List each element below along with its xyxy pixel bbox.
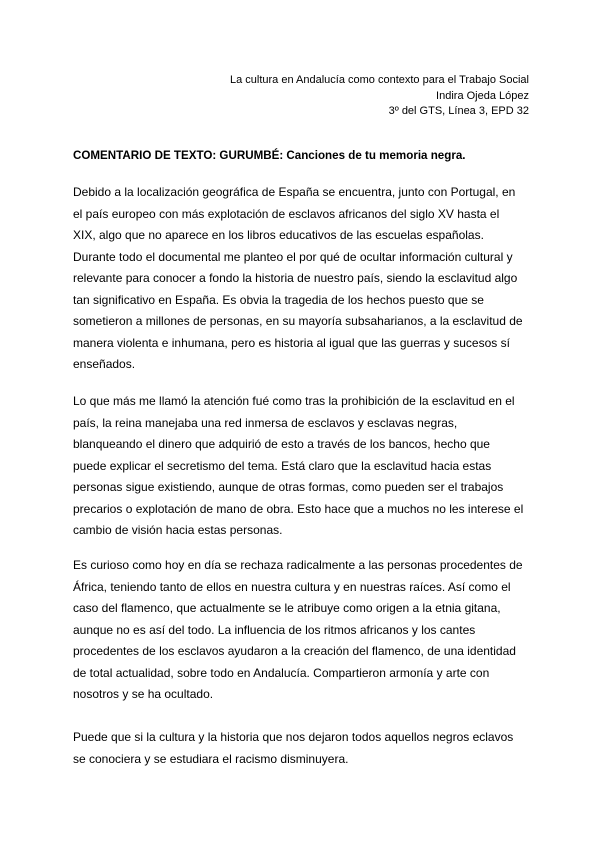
- text-line: Debido a la localización geográfica de España se encuentra, junto con Portugal, en: [73, 185, 516, 199]
- text-line: procedentes de los esclavos ayudaron a la creación del flamenco, de una identidad: [73, 644, 516, 658]
- course-group: 3º del GTS, Línea 3, EPD 32: [388, 105, 529, 117]
- text-line: personas sigue existiendo, aunque de otras formas, como pueden ser el trabajos: [73, 480, 504, 494]
- text-line: manera violenta e inhumana, pero es historia al igual que las guerras y sucesos sí: [73, 335, 510, 350]
- text-line: Durante todo el documental me planteo el por qué de ocultar información cultural y: [73, 249, 513, 264]
- course-title: La cultura en Andalucía como contexto para el Trabajo Social: [229, 74, 529, 86]
- document-title: COMENTARIO DE TEXTO: GURUMBÉ: Canciones de tu memoria negra.: [73, 149, 466, 162]
- paragraph-1: [73, 182, 533, 376]
- author-name: Indira Ojeda López: [436, 89, 529, 102]
- text-line: tan significativo en España. Es obvia la tragedia de los hechos puesto que se: [73, 292, 484, 307]
- text-line: Lo que más me llamó la atención fué como tras la prohibición de la esclavitud en el: [73, 394, 515, 408]
- text-line: precarios o explotación de mano de obra. Esto hace que a muchos no les interese el: [73, 501, 524, 516]
- text-line: cambio de visión hacia estas personas.: [73, 523, 283, 537]
- text-line: Es curioso como hoy en día se rechaza radicalmente a las personas procedentes de: [73, 558, 523, 572]
- paragraph-2: [73, 391, 533, 542]
- text-line: el país europeo con más explotación de esclavos africanos del siglo XV hasta el: [73, 206, 500, 221]
- text-line: África, teniendo tanto de ellos en nuestra cultura y en nuestras raíces. Así como el: [73, 579, 511, 594]
- text-line: caso del flamenco, que actualmente se le atribuye como origen a la etnia gitana,: [73, 601, 501, 615]
- text-line: blanqueando el dinero que adquirió de esto a través de los bancos, hecho que: [73, 437, 490, 451]
- paragraph-3: [73, 555, 533, 706]
- text-line: país, la reina manejaba una red inmersa de esclavos y esclavas negras,: [73, 415, 458, 430]
- text-line: relevante para conocer a fondo la historia de nuestro país, siendo la esclavitud algo: [73, 271, 518, 285]
- text-line: XIX, algo que no aparece en los libros educativos de las escuelas españolas.: [73, 228, 484, 242]
- text-line: de total actualidad, sobre todo en Andalucía. Compartieron armonía y arte con: [73, 665, 490, 680]
- text-line: se conociera y se estudiara el racismo disminuyera.: [73, 751, 349, 766]
- text-line: puede explicar el secretismo del tema. Está claro que la esclavitud hacia estas: [73, 458, 492, 473]
- text-line: enseñados.: [73, 357, 136, 371]
- text-line: nosotros y se ha ocultado.: [73, 687, 214, 701]
- text-line: aunque no es así del todo. La influencia de los ritmos africanos y los cantes: [73, 622, 476, 637]
- text-line: Puede que si la cultura y la historia que nos dejaron todos aquellos negros eclavos: [73, 730, 514, 744]
- document-header: [230, 73, 529, 120]
- text-line: sometieron a millones de personas, en su mayoría subsaharianos, a la esclavitud de: [73, 314, 523, 328]
- paragraph-4: [73, 727, 533, 770]
